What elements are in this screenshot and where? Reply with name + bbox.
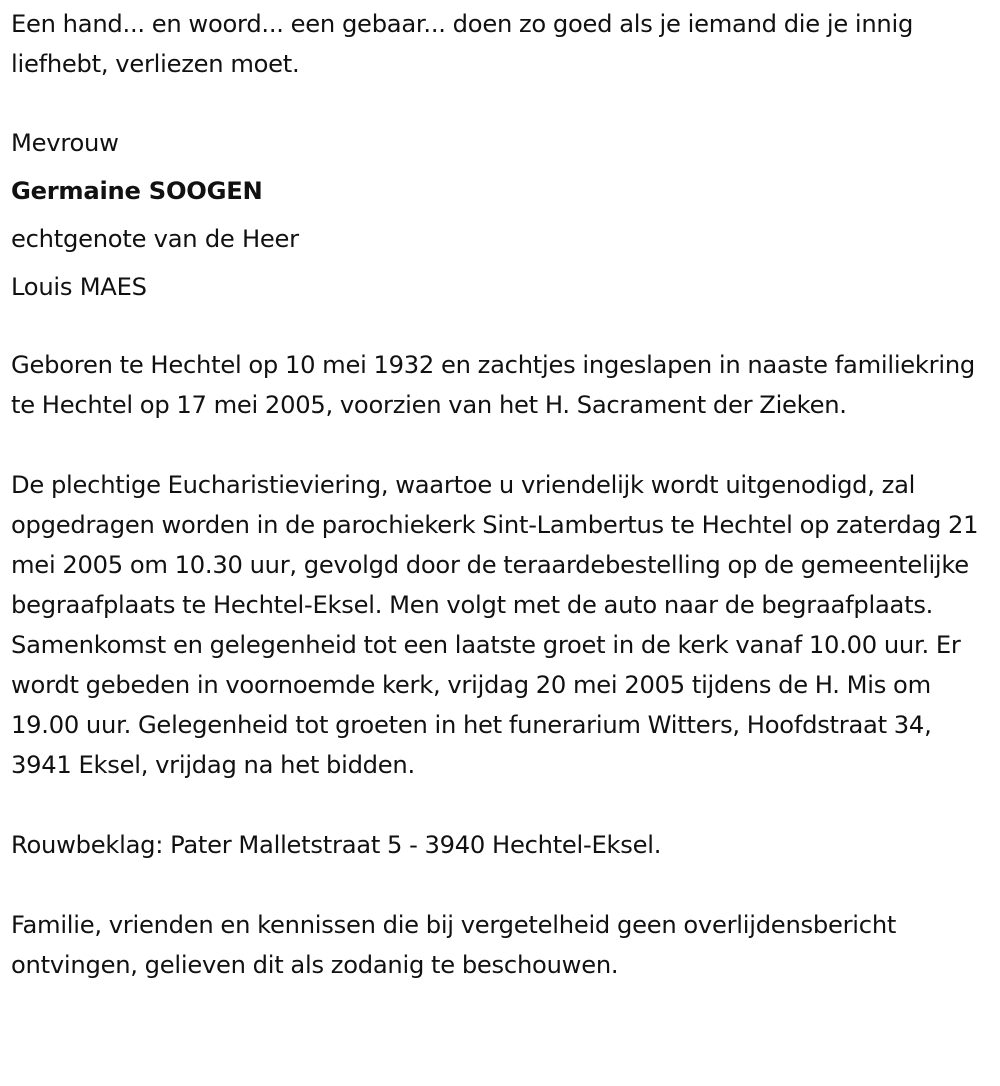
spacer xyxy=(11,865,991,905)
ceremony-paragraph: De plechtige Eucharistieviering, waartoe u vriendelijk wordt uitgenodigd, zal opgedragen worden in de parochiekerk Sint-Lambertus te Hechtel op zaterdag 21 mei 2005 om 10.30 uur, gevolgd door de teraardebestelling op de gemeentelijke begraafplaats te Hechtel-Eksel. Men volgt met de auto naar de begraafplaats. Samenkomst en gelegenheid tot een laatste groet in de kerk vanaf 10.00 uur. Er wordt gebeden in voornoemde kerk, vrijdag 20 mei 2005 tijdens de H. Mis om 19.00 uur. Gelegenheid tot groeten in het funerarium Witters, Hoofdstraat 34, 3941 Eksel, vrijdag na het bidden. xyxy=(11,471,979,779)
salutation: Mevrouw xyxy=(11,129,119,157)
birth-death-paragraph: Geboren te Hechtel op 10 mei 1932 en zachtjes ingeslapen in naaste familiekring te Hechtel op 17 mei 2005, voorzien van het H. Sacrament der Zieken. xyxy=(11,351,976,419)
closing-paragraph: Familie, vrienden en kennissen die bij vergetelheid geen overlijdensbericht ontvingen, gelieven dit als zodanig te beschouwen. xyxy=(11,911,897,979)
relation-text: echtgenote van de Heer xyxy=(11,225,299,253)
spouse-name: Louis MAES xyxy=(11,273,147,301)
person-block xyxy=(11,119,991,311)
spacer xyxy=(11,785,991,825)
spacer xyxy=(11,425,991,465)
condolence-address: Rouwbeklag: Pater Malletstraat 5 - 3940 Hechtel-Eksel. xyxy=(11,831,662,859)
deceased-name: Germaine SOOGEN xyxy=(11,177,263,205)
obituary-document xyxy=(11,4,991,985)
intro-quote: Een hand... en woord... een gebaar... doen zo goed als je iemand die je innig liefhebt, verliezen moet. xyxy=(11,10,914,78)
